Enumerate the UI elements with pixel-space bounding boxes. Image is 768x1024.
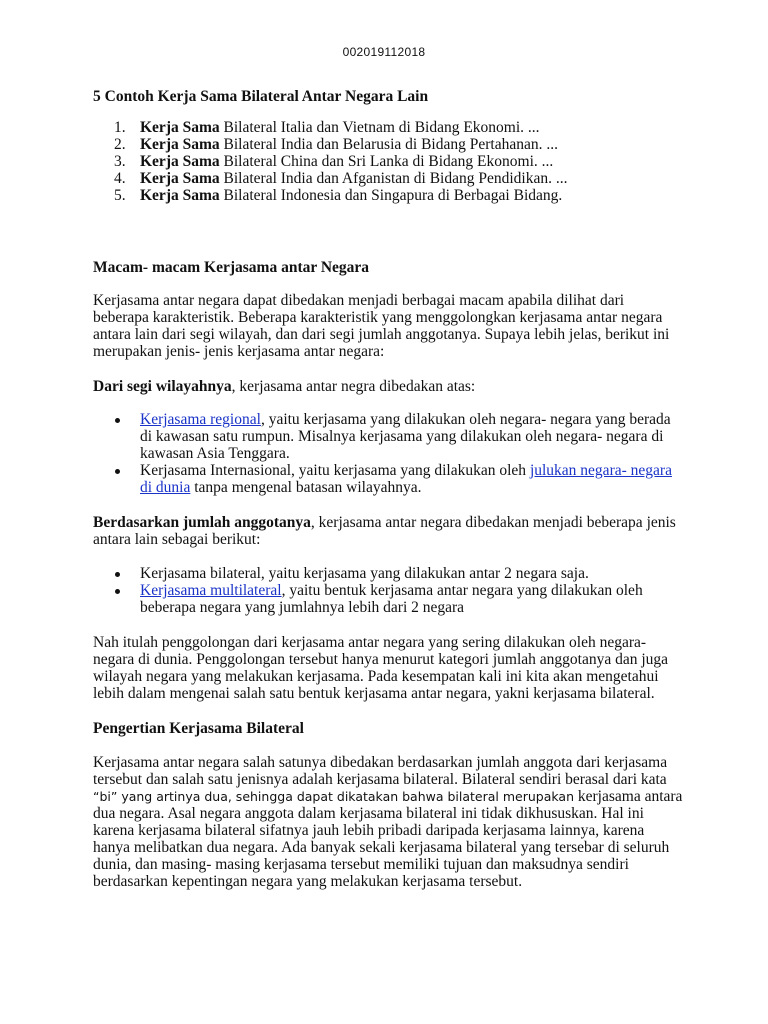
list-item-text: Bilateral Indonesia dan Singapura di Berbagai Bidang.	[219, 187, 563, 204]
bullet-icon	[115, 418, 120, 423]
definition-text: Kerjasama antar negara salah satunya dibedakan berdasarkan jumlah anggota dari kerjasama tersebut dan salah satu jenisnya adalah kerjasama bilateral. Bilateral sendiri berasal dari kata	[93, 754, 668, 788]
definition-text: kerjasama antara dua negara. Asal negara anggota dalam kerjasama bilateral ini tidak dikhususkan. Hal ini karena kerjasama bilateral sifatnya jauh lebih pribadi daripada kerjasama lainnya, karena hanya melibatkan dua negara. Ada banyak sekali kerjasama bilateral yang tersebar di seluruh dunia, dan masing- masing kerjasama tersebut memiliki tujuan dan maksudnya sendiri berdasarkan kepentingan negara yang melakukan kerjasama tersebut.	[93, 788, 683, 890]
list-item-text: Bilateral India dan Afganistan di Bidang Pendidikan. ...	[219, 170, 568, 187]
list-item-text: Bilateral China dan Sri Lanka di Bidang Ekonomi. ...	[219, 153, 554, 170]
list-item-bold: Kerja Sama	[140, 136, 220, 153]
list-item	[93, 582, 683, 616]
anggota-bold: Berdasarkan jumlah anggotanya	[93, 514, 311, 531]
list-number: 4.	[114, 170, 126, 187]
document-body	[93, 88, 683, 890]
list-item-bold: Kerja Sama	[140, 170, 220, 187]
closing-paragraph: Nah itulah penggolongan dari kerjasama antar negara yang sering dilakukan oleh negara- negara di dunia. Penggolongan tersebut hanya menurut kategori jumlah anggotanya dan juga wilayah negara yang melakukan kerjasama. Pada kesempatan kali ini kita akan mengetahui lebih dalam mengenai salah satu bentuk kerjasama antar negara, yakni kerjasama bilateral.	[93, 634, 669, 702]
wilayah-bold: Dari segi wilayahnya	[93, 378, 232, 395]
anggota-list	[93, 565, 683, 616]
list-item-text: tanpa mengenal batasan wilayahnya.	[190, 479, 422, 496]
list-number: 5.	[114, 187, 126, 204]
list-item	[93, 411, 683, 462]
bullet-icon	[115, 469, 120, 474]
list-item-text: Kerjasama Internasional, yaitu kerjasama yang dilakukan oleh	[140, 462, 530, 479]
list-item-text: Bilateral Italia dan Vietnam di Bidang Ekonomi. ...	[219, 119, 540, 136]
anggota-paragraph	[93, 514, 683, 548]
definition-text-alt: “bi” yang artinya dua, sehingga dapat dikatakan bahwa bilateral merupakan	[93, 789, 574, 804]
list-number: 2.	[114, 136, 126, 153]
wilayah-text: , kerjasama antar negra dibedakan atas:	[231, 378, 476, 395]
list-number: 3.	[114, 153, 126, 170]
list-item-bold: Kerja Sama	[140, 119, 220, 136]
list-item-text: Bilateral India dan Belarusia di Bidang Pertahanan. ...	[219, 136, 558, 153]
heading-macam: Macam- macam Kerjasama antar Negara	[93, 259, 370, 276]
list-item-text: Kerjasama bilateral, yaitu kerjasama yang dilakukan antar 2 negara saja.	[140, 565, 589, 582]
list-item	[93, 153, 683, 170]
list-item	[93, 565, 683, 582]
definition-paragraph	[93, 754, 683, 890]
heading-contoh: 5 Contoh Kerja Sama Bilateral Antar Negara Lain	[93, 88, 429, 105]
list-item-bold: Kerja Sama	[140, 153, 220, 170]
list-item	[93, 119, 683, 136]
list-item	[93, 187, 683, 204]
bullet-icon	[115, 589, 120, 594]
wilayah-list	[93, 411, 683, 496]
list-item-bold: Kerja Sama	[140, 187, 220, 204]
list-item	[93, 170, 683, 187]
list-item	[93, 136, 683, 153]
document-id: 002019112018	[342, 45, 426, 59]
bullet-icon	[115, 572, 120, 577]
link-kerjasama-multilateral[interactable]: Kerjasama multilateral	[140, 582, 282, 599]
wilayah-paragraph	[93, 378, 683, 395]
list-item-text: , yaitu bentuk kerjasama antar negara yang dilakukan oleh beberapa negara yang jumlahnya lebih dari 2 negara	[140, 582, 643, 616]
list-number: 1.	[114, 119, 126, 136]
link-julukan-negara[interactable]: julukan negara- negara di dunia	[140, 462, 672, 496]
intro-paragraph: Kerjasama antar negara dapat dibedakan menjadi berbagai macam apabila dilihat dari beberapa karakteristik. Beberapa karakteristik yang menggolongkan kerjasama antar negara antara lain dari segi wilayah, dan dari segi jumlah anggotanya. Supaya lebih jelas, berikut ini merupakan jenis- jenis kerjasama antar negara:	[93, 292, 670, 360]
examples-list	[93, 119, 683, 204]
anggota-text: , kerjasama antar negara dibedakan menjadi beberapa jenis antara lain sebagai berikut:	[93, 514, 676, 548]
link-kerjasama-regional[interactable]: Kerjasama regional	[140, 411, 261, 428]
heading-pengertian: Pengertian Kerjasama Bilateral	[93, 720, 304, 737]
list-item	[93, 462, 683, 496]
list-item-text: , yaitu kerjasama yang dilakukan oleh negara- negara yang berada di kawasan satu rumpun. Misalnya kerjasama yang dilakukan oleh negara- negara di kawasan Asia Tenggara.	[140, 411, 671, 462]
